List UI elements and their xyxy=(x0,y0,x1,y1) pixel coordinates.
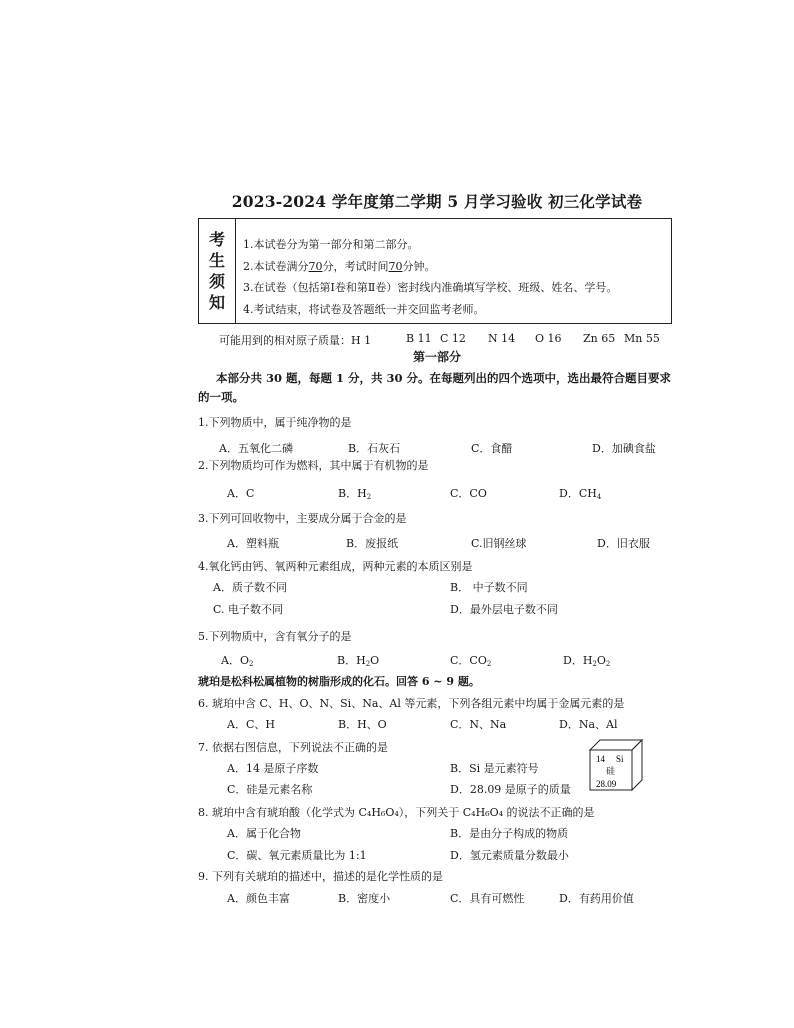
q4-option-a: A．质子数不同 xyxy=(213,581,287,594)
q3-option-b: B．废报纸 xyxy=(346,537,399,550)
subscript: 2 xyxy=(605,660,611,668)
q1-option-a: A．五氧化二磷 xyxy=(219,442,293,455)
notice-heading-char: 生 xyxy=(208,251,225,270)
formula-text: D．CH xyxy=(559,487,597,500)
notice-line-4: 4.考试结束，将试卷及答题纸一并交回监考老师。 xyxy=(243,303,485,316)
notice-text: 分，考试时间 xyxy=(322,260,389,273)
atomic-mass-b: B 11 xyxy=(406,332,432,345)
formula-text: D．H xyxy=(563,654,593,667)
q5-option-d xyxy=(563,652,610,668)
notice-heading xyxy=(199,219,236,323)
q9-option-a: A．颜色丰富 xyxy=(227,892,290,905)
atomic-number: 14 xyxy=(596,754,605,764)
notice-text: 分钟。 xyxy=(402,260,436,273)
q6-option-b: B．H、O xyxy=(338,718,387,731)
notice-heading-char: 知 xyxy=(208,293,225,312)
subscript: 2 xyxy=(486,660,492,668)
element-cell-diagram xyxy=(588,736,644,792)
notice-line-3: 3.在试卷（包括第Ⅰ卷和第Ⅱ卷）密封线内准确填写学校、班级、姓名、学号。 xyxy=(243,281,618,294)
notice-box xyxy=(198,218,672,324)
q1-stem: 1.下列物质中，属于纯净物的是 xyxy=(198,416,352,429)
notice-line-1: 1.本试卷分为第一部分和第二部分。 xyxy=(243,238,419,251)
q5-option-c xyxy=(450,652,491,668)
q6-stem: 6. 琥珀中含 C、H、O、N、Si、Na、Al 等元素，下列各组元素中均属于金属元素的是 xyxy=(198,697,625,710)
q4-option-b: B． 中子数不同 xyxy=(450,581,528,594)
element-name: 硅 xyxy=(606,767,616,777)
q7-stem: 7. 依据右图信息，下列说法不正确的是 xyxy=(198,741,388,754)
atomic-mass-n: N 14 xyxy=(488,332,516,345)
q5-stem: 5.下列物质中，含有氧分子的是 xyxy=(198,630,352,643)
q7-option-c: C．硅是元素名称 xyxy=(227,783,313,796)
q3-option-d: D．旧衣服 xyxy=(597,537,650,550)
formula-text: A．O xyxy=(221,654,249,667)
exam-time: 70 xyxy=(388,260,403,273)
atomic-mass-o: O 16 xyxy=(535,332,562,345)
formula-text: O xyxy=(596,654,606,667)
q8-stem: 8. 琥珀中含有琥珀酸（化学式为 C₄H₆O₄），下列关于 C₄H₆O₄ 的说法不正确的是 xyxy=(198,806,595,819)
q2-option-d xyxy=(559,485,601,501)
q3-option-a: A．塑料瓶 xyxy=(227,537,279,550)
q7-option-a: A．14 是原子序数 xyxy=(227,762,319,775)
q4-option-d: D．最外层电子数不同 xyxy=(450,603,558,616)
q9-option-d: D．有药用价值 xyxy=(559,892,634,905)
section-intro: 本部分共 30 题，每题 1 分，共 30 分。在每题列出的四个选项中，选出最符合题目要求 xyxy=(216,371,672,385)
q6-option-c: C．N、Na xyxy=(450,718,507,731)
formula-text: B．H xyxy=(337,654,366,667)
q3-option-c: C.旧钢丝球 xyxy=(471,537,527,550)
notice-text: 2.本试卷满分 xyxy=(243,260,309,273)
q3-stem: 3.下列可回收物中，主要成分属于合金的是 xyxy=(198,512,407,525)
q8-option-c: C．碳、氧元素质量比为 1:1 xyxy=(227,849,367,862)
subscript: 2 xyxy=(248,660,254,668)
q9-option-c: C．具有可燃性 xyxy=(450,892,525,905)
notice-heading-char: 须 xyxy=(208,272,225,291)
q5-option-b xyxy=(337,652,379,668)
atomic-mass-c: C 12 xyxy=(440,332,466,345)
formula-text: C．CO xyxy=(450,654,487,667)
q6-option-d: D．Na、Al xyxy=(559,718,618,731)
subscript: 4 xyxy=(596,493,602,501)
formula-text: B．H xyxy=(338,487,367,500)
q4-stem: 4.氧化钙由钙、氧两种元素组成，两种元素的本质区别是 xyxy=(198,560,473,573)
notice-heading-char: 考 xyxy=(208,230,225,249)
subscript: 2 xyxy=(592,660,597,668)
q4-option-c: C. 电子数不同 xyxy=(213,603,284,616)
element-symbol: Si xyxy=(616,754,624,764)
amber-intro: 琥珀是松科松属植物的树脂形成的化石。回答 6 ~ 9 题。 xyxy=(198,675,480,688)
section-intro-cont: 的一项。 xyxy=(198,390,244,404)
exam-title: 2023-2024 学年度第二学期 5 月学习验收 初三化学试卷 xyxy=(231,192,643,211)
q1-option-b: B．石灰石 xyxy=(348,442,401,455)
q9-option-b: B．密度小 xyxy=(338,892,391,905)
atomic-mass: 28.09 xyxy=(596,779,617,789)
q7-option-b: B．Si 是元素符号 xyxy=(450,762,539,775)
notice-line-2 xyxy=(243,258,436,274)
q1-option-d: D．加碘食盐 xyxy=(592,442,656,455)
q5-option-a xyxy=(221,652,253,668)
formula-text: O xyxy=(370,654,380,667)
subscript: 2 xyxy=(365,660,371,668)
q2-option-b xyxy=(338,485,371,501)
q8-option-d: D．氢元素质量分数最小 xyxy=(450,849,569,862)
q8-option-b: B．是由分子构成的物质 xyxy=(450,827,569,840)
subscript: 2 xyxy=(366,493,372,501)
full-score: 70 xyxy=(308,260,323,273)
q2-option-a: A．C xyxy=(227,487,255,500)
q6-option-a: A．C、H xyxy=(227,718,275,731)
q8-option-a: A．属于化合物 xyxy=(227,827,301,840)
q2-stem: 2.下列物质均可作为燃料，其中属于有机物的是 xyxy=(198,459,429,472)
atomic-mass-mn: Mn 55 xyxy=(624,332,660,345)
q7-option-d: D．28.09 是原子的质量 xyxy=(450,783,571,796)
q2-option-c: C．CO xyxy=(450,487,487,500)
q1-option-c: C．食醋 xyxy=(471,442,513,455)
atomic-mass-label: 可能用到的相对原子质量：H 1 xyxy=(219,334,372,347)
atomic-mass-zn: Zn 65 xyxy=(583,332,616,345)
q9-stem: 9. 下列有关琥珀的描述中，描述的是化学性质的是 xyxy=(198,870,443,883)
section-heading: 第一部分 xyxy=(412,350,461,364)
